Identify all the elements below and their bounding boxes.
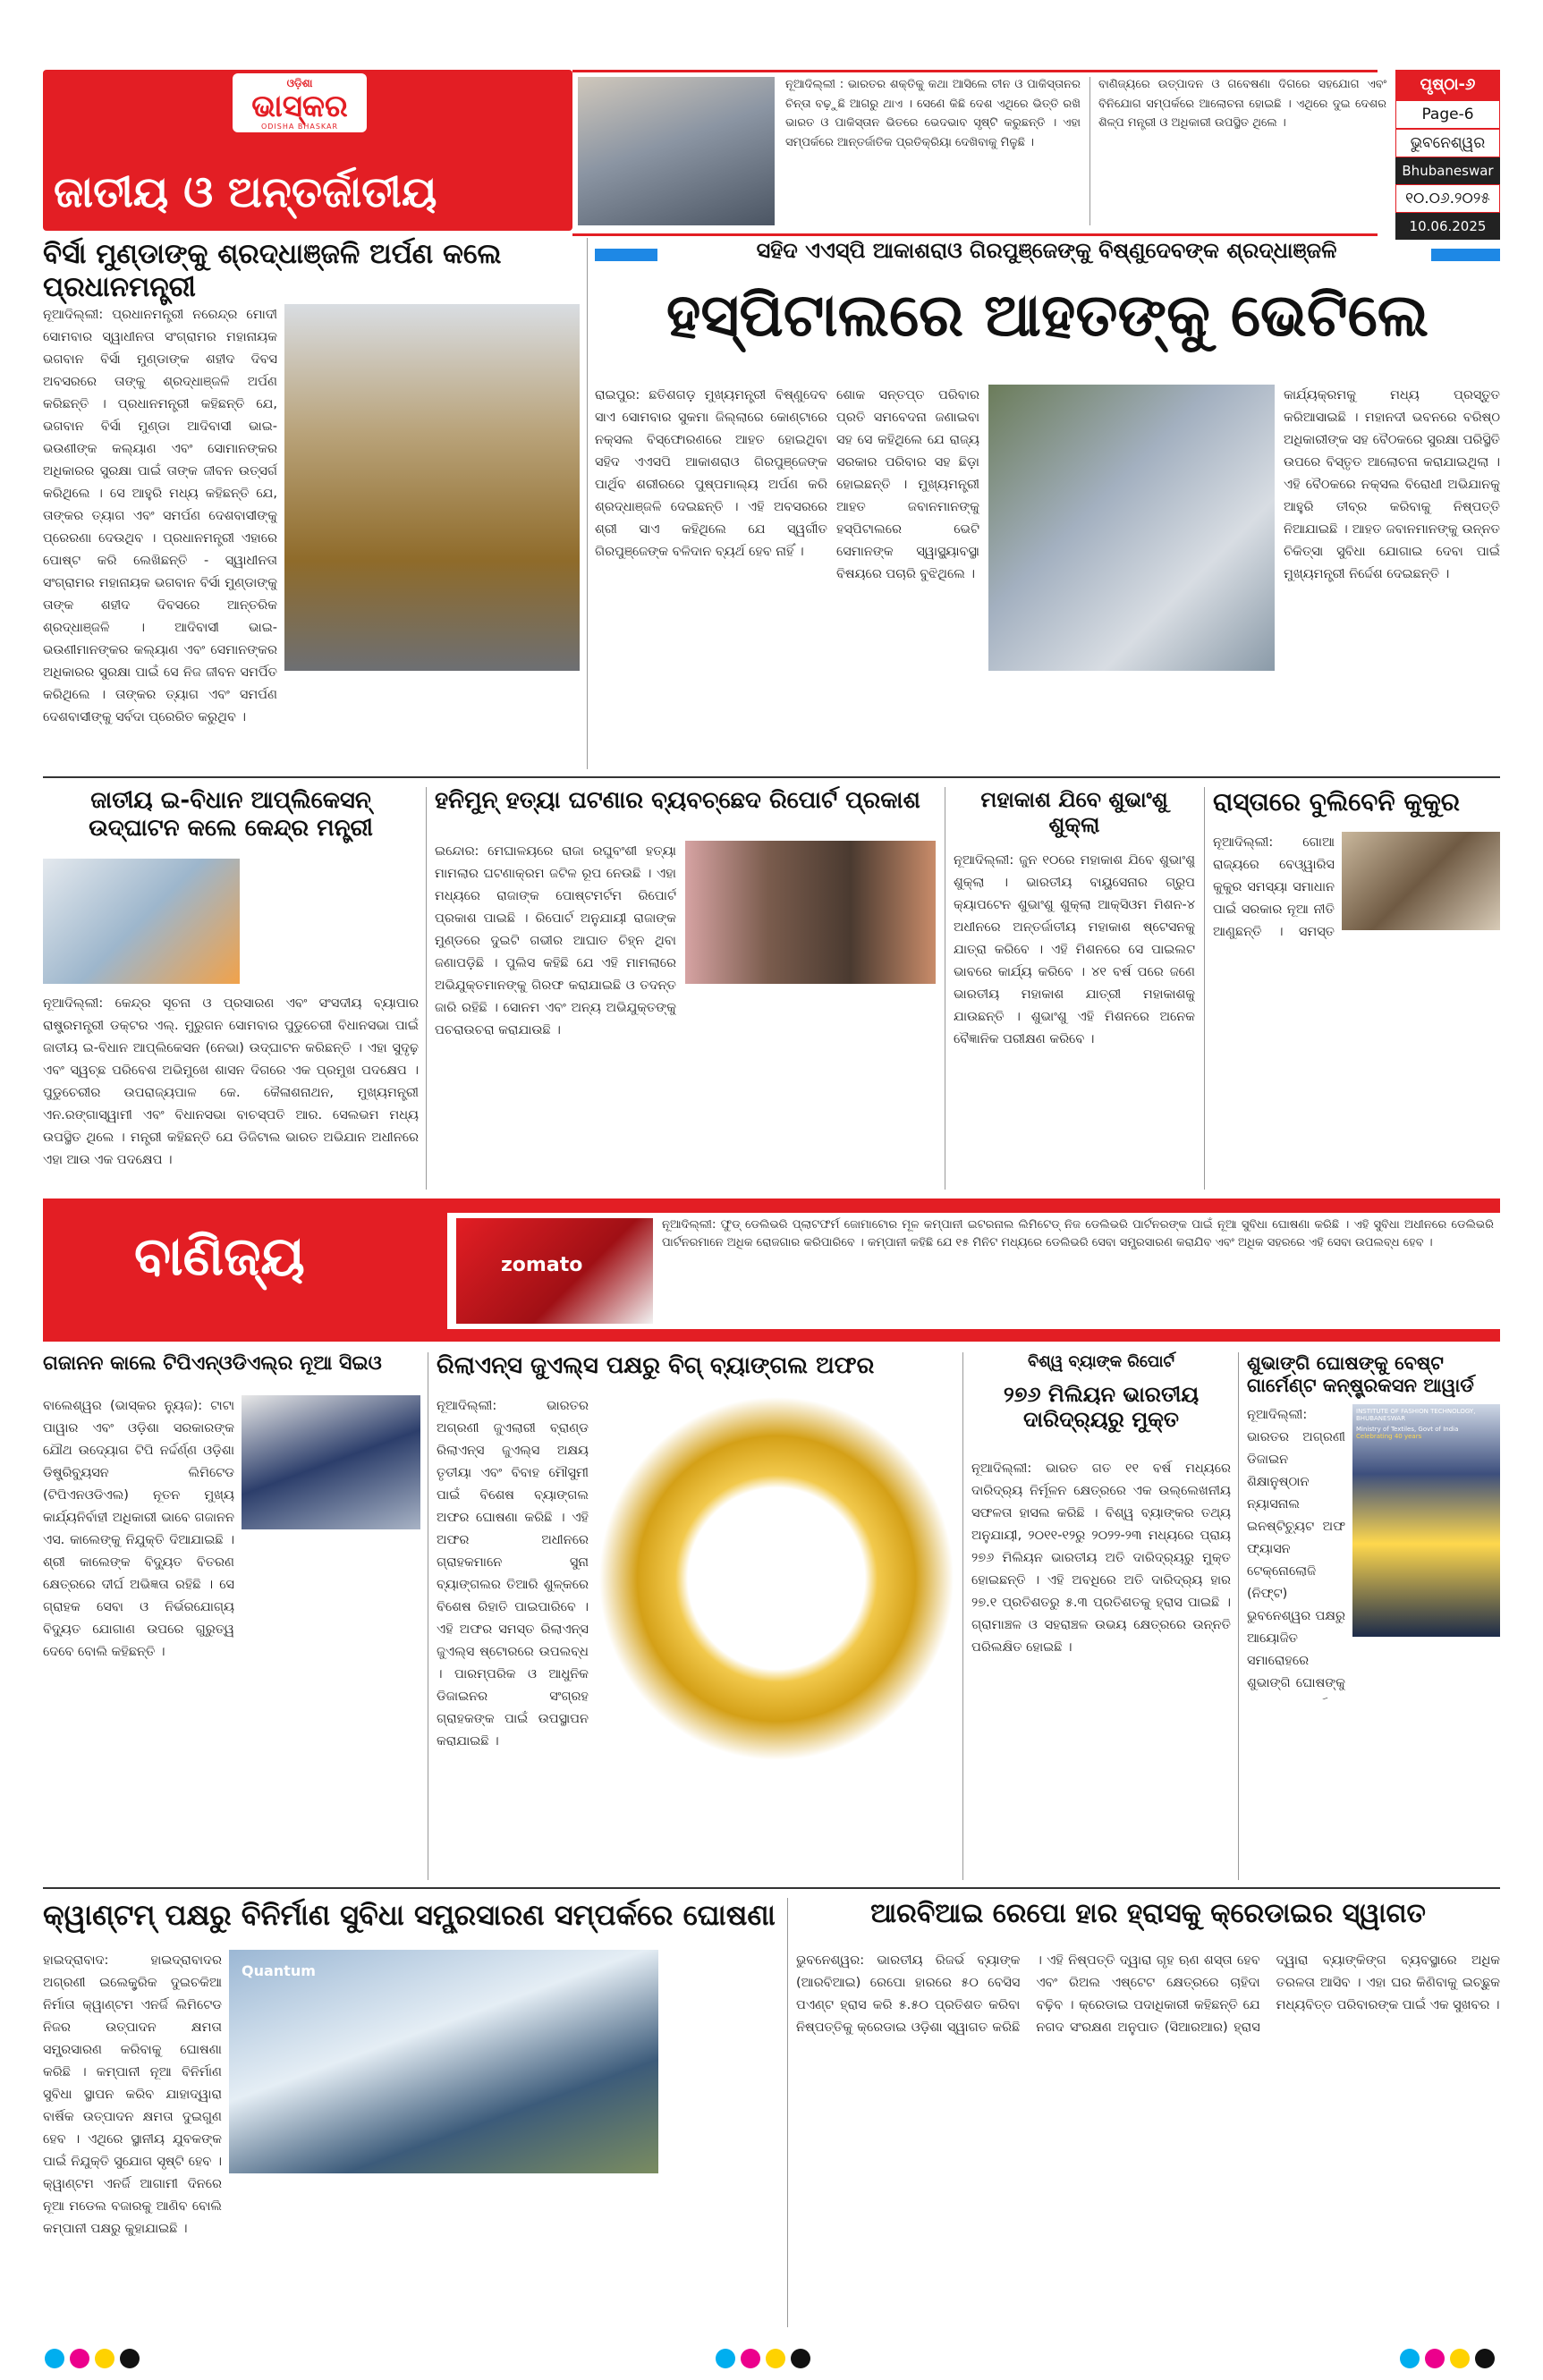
magenta-dot-icon (1425, 2349, 1445, 2368)
lead-right-kicker: ସହିଦ ଏଏସ୍‌ପି ଆକାଶରାଓ ଗିରପୁଞ୍ଜେଙ୍କୁ ବିଷ୍ଣୁଦେବଙ୍କ ଶ୍ରଦ୍ଧାଞ୍ଜଳି (756, 238, 1337, 263)
lead-right-headline: ହସ୍ପିଟାଲରେ ଆହତଙ୍କୁ ଭେଟିଲେ (666, 281, 1429, 350)
hospital-visit-photo (988, 385, 1275, 671)
section-rule (43, 1887, 1500, 1889)
commerce-section-title: ବାଣିଜ୍ୟ (134, 1225, 305, 1288)
ceo-portrait (242, 1395, 420, 1529)
lower-2-body: ନୂଆଦିଲ୍ଲୀ: ଭାରତର ଅଗ୍ରଣୀ ଜୁଏଲାରୀ ବ୍ରାଣ୍ଡ ରିଲାଏନ୍ସ ଜୁଏଲ୍ସ ଅକ୍ଷୟ ତୃତୀୟା ଏବଂ ବିବାହ ମୌସୁମୀ ପାଇଁ ବିଶେଷ ବ୍ୟାଙ୍ଗଲ ଅଫର ଘୋଷଣା କରିଛି । ଏହି ଅଫର ଅଧୀନରେ ଗ୍ରାହକମାନେ ସୁନା ବ୍ୟାଙ୍ଗଲର ତିଆରି ଶୁଳ୍କରେ ବିଶେଷ ରିହାତି ପାଇପାରିବେ । ଏହି ଅଫର ସମସ୍ତ ରିଲାଏନ୍ସ ଜୁଏଲ୍ସ ଷ୍ଟୋରରେ ଉପଲବ୍ଧ । ପାରମ୍ପରିକ ଓ ଆଧୁନିକ ଡିଜାଇନର ସଂଗ୍ରହ ଗ୍ରାହକଙ୍କ ପାଇଁ ଉପସ୍ଥାପନ କରାଯାଇଛି । (437, 1399, 589, 1749)
logo-sub: ODISHA BHASKAR (260, 123, 339, 131)
quantum-logo: Quantum (242, 1962, 316, 1979)
registration-dots-left (45, 2349, 145, 2368)
bottom-2-body: ଭୁବନେଶ୍ୱର: ଭାରତୀୟ ରିଜର୍ଭ ବ୍ୟାଙ୍କ (ଆରବିଆଇ) ରେପୋ ହାରରେ ୫୦ ବେସିସ ପଏଣ୍ଟ ହ୍ରାସ କରି ୫.୫୦ ପ୍ରତିଶତ କରିବା ନିଷ୍ପତ୍ତିକୁ କ୍ରେଡାଇ ଓଡ଼ିଶା ସ୍ୱାଗତ କରିଛି । ଏହି ନିଷ୍ପତ୍ତି ଦ୍ୱାରା ଗୃହ ଋଣ ଶସ୍ତା ହେବ ଏବଂ ରିଅଲ ଏଷ୍ଟେଟ କ୍ଷେତ୍ରରେ ଚାହିଦା ବଢ଼ିବ । କ୍ରେଡାଇ ପଦାଧିକାରୀ କହିଛନ୍ତି ଯେ ନଗଦ ସଂରକ୍ଷଣ ଅନୁପାତ (ସିଆରଆର) ହ୍ରାସ ଦ୍ୱାରା ବ୍ୟାଙ୍କିଙ୍ଗ ବ୍ୟବସ୍ଥାରେ ଅଧିକ ତରଳତା ଆସିବ । ଏହା ଘର କିଣିବାକୁ ଇଚ୍ଛୁକ ମଧ୍ୟବିତ୍ତ ପରିବାରଙ୍କ ପାଇଁ ଏକ ସୁଖବର । (796, 1953, 1500, 2035)
lower-4-body: ନୂଆଦିଲ୍ଲୀ: ଭାରତର ଅଗ୍ରଣୀ ଡିଜାଇନ ଶିକ୍ଷାନୁଷ୍ଠାନ ନ୍ୟାସନାଲ ଇନଷ୍ଟିଚ୍ୟୁଟ ଅଫ ଫ୍ୟାସନ ଟେକ୍ନୋଲୋଜି (ନିଫ୍ଟ) ଭୁବନେଶ୍ୱର ପକ୍ଷରୁ ଆୟୋଜିତ ସମାରୋହରେ ଶୁଭାଙ୍ଗି ଘୋଷଙ୍କୁ (1247, 1408, 1345, 1690)
award-banner-badge: Celebrating 40 years (1356, 1433, 1422, 1440)
mid-1-headline: ଜାତୀୟ ଇ-ବିଧାନ ଆପ୍ଲିକେସନ୍ ଉଦ୍‌ଘାଟନ କଲେ କେନ୍ଦ୍ର ମନ୍ତ୍ରୀ (89, 787, 373, 842)
page-number-or: ପୃଷ୍ଠା-୬ (1395, 70, 1500, 100)
yellow-dot-icon (95, 2349, 114, 2368)
newspaper-logo (233, 73, 367, 132)
bottom-1-headline: କ୍ୱାଣ୍ଟମ୍ ପକ୍ଷରୁ ବିନିର୍ମାଣ ସୁବିଧା ସମ୍ପ୍ରସାରଣ ସମ୍ପର୍କରେ ଘୋଷଣା (43, 1898, 776, 1932)
zomato-rider-photo (456, 1218, 653, 1324)
section-rule (43, 776, 1500, 778)
top-strip-text-right: ବାଣିଜ୍ୟରେ ଉତ୍ପାଦନ ଓ ଗବେଷଣା ଦିଗରେ ସହଯୋଗ ଏବଂ ବିନିଯୋଗ ସମ୍ପର୍କରେ ଆଲୋଚନା ହୋଇଛି । ଏଥିରେ ଦୁଇ ଦେଶର ଶିଳ୍ପ ମନ୍ତ୍ରୀ ଓ ଅଧିକାରୀ ଉପସ୍ଥିତ ଥିଲେ । (1098, 78, 1386, 130)
lead-right-body-c: କାର୍ଯ୍ୟକ୍ରମକୁ ମଧ୍ୟ ପ୍ରସ୍ତୁତ କରିଆସାଇଛି । ମହାନଦୀ ଭବନରେ ବରିଷ୍ଠ ଅଧିକାରୀଙ୍କ ସହ ବୈଠକରେ ସୁରକ୍ଷା ପରିସ୍ଥିତି ଉପରେ ବିସ୍ତୃତ ଆଲୋଚନା କରାଯାଇଥିଲା । ଏହି ବୈଠକରେ ନକ୍ସଲ ବିରୋଧୀ ଅଭିଯାନକୁ ଆହୁରି ତୀବ୍ର କରିବାକୁ ନିଷ୍ପତ୍ତି ନିଆଯାଇଛି । ଆହତ ଜବାନମାନଙ୍କୁ ଉନ୍ନତ ଚିକିତ୍ସା ସୁବିଧା ଯୋଗାଇ ଦେବା ପାଇଁ ମୁଖ୍ୟମନ୍ତ୍ରୀ ନିର୍ଦ୍ଦେଶ ଦେଇଛନ୍ତି । (1284, 388, 1500, 581)
honeymoon-case-photo (685, 841, 936, 984)
delegation-photo (578, 77, 775, 225)
stray-dogs-photo (1342, 832, 1500, 930)
award-banner-line1: INSTITUTE OF FASHION TECHNOLOGY, BHUBANESWAR (1356, 1408, 1476, 1422)
bottom-1-body: ହାଇଦ୍ରାବାଦ: ହାଇଦ୍ରାବାଦର ଅଗ୍ରଣୀ ଇଲେକ୍ଟ୍ରିକ ଦୁଇଚକିଆ ନିର୍ମାତା କ୍ୱାଣ୍ଟମ ଏନର୍ଜି ଲିମିଟେଡ ନିଜର ଉତ୍ପାଦନ କ୍ଷମତା ସମ୍ପ୍ରସାରଣ କରିବାକୁ ଘୋଷଣା କରିଛି । କମ୍ପାନୀ ନୂଆ ବିନିର୍ମାଣ ସୁବିଧା ସ୍ଥାପନ କରିବ ଯାହାଦ୍ୱାରା ବାର୍ଷିକ ଉତ୍ପାଦନ କ୍ଷମତା ଦୁଇଗୁଣ ହେବ । ଏଥିରେ ସ୍ଥାନୀୟ ଯୁବକଙ୍କ ପାଇଁ ନିଯୁକ୍ତି ସୁଯୋଗ ସୃଷ୍ଟି ହେବ । କ୍ୱାଣ୍ଟମ ଏନର୍ଜି ଆଗାମୀ ଦିନରେ ନୂଆ ମଡେଲ ବଜାରକୁ ଆଣିବ ବୋଲି କମ୍ପାନୀ ପକ୍ଷରୁ କୁହାଯାଇଛି । (43, 1953, 222, 2236)
lower-2-headline: ରିଲାଏନ୍ସ ଜୁଏଲ୍ସ ପକ୍ଷରୁ ବିଗ୍ ବ୍ୟାଙ୍ଗଲ ଅଫର (437, 1352, 875, 1379)
logo-edition: ଓଡ଼ିଶା (286, 77, 313, 89)
black-dot-icon (1475, 2349, 1495, 2368)
lead-right-body-a: ରାଇପୁର: ଛତିଶଗଡ଼ ମୁଖ୍ୟମନ୍ତ୍ରୀ ବିଷ୍ଣୁଦେବ ସାଏ ସୋମବାର ସୁକମା ଜିଲ୍ଲାରେ କୋଣ୍ଟାରେ ନକ୍ସଲ ବିସ୍ଫୋରଣରେ ଆହତ ହୋଇଥିବା ସହିଦ ଏଏସପି ଆକାଶରାଓ ଗିରପୁଞ୍ଜେଙ୍କ ପାର୍ଥିବ ଶରୀରରେ ପୁଷ୍ପମାଲ୍ୟ ଅର୍ପଣ କରି ଶ୍ରଦ୍ଧାଞ୍ଜଳି ଦେଇଛନ୍ତି । ଏହି ଅବସରରେ ଶ୍ରୀ ସାଏ କହିଥିଲେ ଯେ ସ୍ୱର୍ଗୀତ ଗିରପୁଞ୍ଜେଙ୍କ ବଳିଦାନ ବ୍ୟର୍ଥ ହେବ ନାହିଁ । (595, 388, 827, 559)
birsa-munda-statue-photo (284, 304, 580, 671)
mid-2-headline: ହନିମୁନ୍ ହତ୍ୟା ଘଟଣାର ବ୍ୟବଚ୍ଛେଦ ରିପୋର୍ଟ ପ୍ରକାଶ (435, 787, 920, 814)
mid-4-body-top: ନୂଆଦିଲ୍ଲୀ: ଗୋଆ ରାଜ୍ୟରେ ବେଓ୍ୱାରିସ କୁକୁର ସମସ୍ୟା ସମାଧାନ ପାଇଁ ସରକାର ନୂଆ ନୀତି ଆଣୁଛନ୍ତି । ସମସ୍ତ (1213, 835, 1335, 939)
mid-3-body: ନୂଆଦିଲ୍ଲୀ: ଜୁନ ୧୦ରେ ମହାକାଶ ଯିବେ ଶୁଭାଂଶୁ ଶୁକ୍ଲା । ଭାରତୀୟ ବାୟୁସେନାର ଗ୍ରୁପ କ୍ୟାପଟେନ ଶୁଭାଂଶୁ ଶୁକ୍ଲା ଆକ୍ସିଓମ ମିଶନ-୪ ଅଧୀନରେ ଅନ୍ତର୍ଜାତୀୟ ମହାକାଶ ଷ୍ଟେସନକୁ ଯାତ୍ରା କରିବେ । ଏହି ମିଶନରେ ସେ ପାଇଲଟ ଭାବରେ କାର୍ଯ୍ୟ କରିବେ । ୪୧ ବର୍ଷ ପରେ ଜଣେ ଭାରତୀୟ ମହାକାଶ ଯାତ୍ରୀ ମହାକାଶକୁ ଯାଉଛନ୍ତି । ଶୁଭାଂଶୁ ଏହି ମିଶନରେ ଅନେକ ବୈଜ୍ଞାନିକ ପରୀକ୍ଷଣ କରିବେ । (954, 853, 1195, 1046)
logo-name: ଭାସ୍କର (251, 89, 348, 124)
section-title: ଜାତୀୟ ଓ ଅନ୍ତର୍ଜାତୀୟ (54, 167, 437, 217)
divider (1238, 1352, 1239, 1880)
quantum-factory-photo (229, 1950, 658, 2173)
cyan-dot-icon (716, 2349, 735, 2368)
yellow-dot-icon (1450, 2349, 1470, 2368)
city-or: ଭୁବନେଶ୍ୱର (1395, 129, 1500, 157)
lead-left-body: ନୂଆଦିଲ୍ଲୀ: ପ୍ରଧାନମନ୍ତ୍ରୀ ନରେନ୍ଦ୍ର ମୋଦୀ ସୋମବାର ସ୍ୱାଧୀନତା ସଂଗ୍ରାମର ମହାନାୟକ ଭଗବାନ ବିର୍ସା ମୁଣ୍ଡାଙ୍କ ଶହୀଦ ଦିବସ ଅବସରରେ ତାଙ୍କୁ ଶ୍ରଦ୍ଧାଞ୍ଜଳି ଅର୍ପଣ କରିଛନ୍ତି । ପ୍ରଧାନମନ୍ତ୍ରୀ କହିଛନ୍ତି ଯେ, ଭଗବାନ ବିର୍ସା ମୁଣ୍ଡା ଆଦିବାସୀ ଭାଇ-ଭଉଣୀଙ୍କ କଲ୍ୟାଣ ଏବଂ ସୋମାନଙ୍କର ଅଧିକାରର ସୁରକ୍ଷା ପାଇଁ ତାଙ୍କ ଜୀବନ ଉତ୍ସର୍ଗ କରିଥିଲେ । ସେ ଆହୁରି ମଧ୍ୟ କହିଛନ୍ତି ଯେ, ତାଙ୍କର ତ୍ୟାଗ ଏବଂ ସମର୍ପଣ ଦେଶବାସୀଙ୍କୁ ପ୍ରେରଣା ଦେଉଥିବ । ପ୍ରଧାନମନ୍ତ୍ରୀ ଏହାରେ ପୋଷ୍ଟ କରି ଲେଖିଛନ୍ତି - ସ୍ୱାଧୀନତା ସଂଗ୍ରାମର ମହାନାୟକ ଭଗବାନ ବିର୍ସା ମୁଣ୍ଡାଙ୍କୁ ତାଙ୍କ ଶହୀଦ ଦିବସରେ ଆନ୍ତରିକ ଶ୍ରଦ୍ଧାଞ୍ଜଳି । ଆଦିବାସୀ ଭାଇ-ଭଉଣୀମାନଙ୍କର କଲ୍ୟାଣ ଏବଂ ସେମାନଙ୍କର ଅଧିକାରର ସୁରକ୍ଷା ପାଇଁ ସେ ନିଜ ଜୀବନ ସମର୍ପିତ କରିଥିଲେ । ତାଙ୍କର ତ୍ୟାଗ ଏବଂ ସମର୍ପଣ ଦେଶବାସୀଙ୍କୁ ସର୍ବଦା ପ୍ରେରିତ କରୁଥିବ । (43, 308, 277, 724)
divider (1204, 787, 1205, 1190)
mid-1-body: ନୂଆଦିଲ୍ଲୀ: କେନ୍ଦ୍ର ସୂଚନା ଓ ପ୍ରସାରଣ ଏବଂ ସଂସଦୀୟ ବ୍ୟାପାର ରାଷ୍ଟ୍ରମନ୍ତ୍ରୀ ଡକ୍ଟର ଏଲ୍. ମୁରୁଗନ ସୋମବାର ପୁଡୁଚେରୀ ବିଧାନସଭା ପାଇଁ ଜାତୀୟ ଇ-ବିଧାନ ଆପ୍ଲିକେସନ (ନେଭା) ଉଦ୍‌ଘାଟନ କରିଛନ୍ତି । ଏହା ସୁଦୃଢ଼ ଏବଂ ସ୍ୱଚ୍ଛ ପରିବେଶ ଅଭିମୁଖେ ଶାସନ ଦିଗରେ ଏକ ପ୍ରମୁଖ ପଦକ୍ଷେପ । ପୁଡୁଚେରୀର ଉପରାଜ୍ୟପାଳ କେ. କୈଳାଶନାଥନ, ମୁଖ୍ୟମନ୍ତ୍ରୀ ଏନ.ରଙ୍ଗାସ୍ୱାମୀ ଏବଂ ବିଧାନସଭା ବାଚସ୍ପତି ଆର. ସେଲଭମ ମଧ୍ୟ ଉପସ୍ଥିତ ଥିଲେ । ମନ୍ତ୍ରୀ କହିଛନ୍ତି ଯେ ଡିଜିଟାଲ ଭାରତ ଅଭିଯାନ ଅଧୀନରେ ଏହା ଆଉ ଏକ ପଦକ୍ଷେପ । (43, 996, 419, 1167)
registration-dots-right (1400, 2349, 1500, 2368)
lower-1-body: ବାଲେଶ୍ୱର (ଭାସ୍କର ନ୍ୟୁଜ): ଟାଟା ପାୱାର ଏବଂ ଓଡ଼ିଶା ସରକାରଙ୍କ ଯୌଥ ଉଦ୍ୟୋଗ ଟିପି ନର୍ଦ୍ଦର୍ଣ୍ଣ ଓଡ଼ିଶା ଡିଷ୍ଟ୍ରିବ୍ୟୁସନ ଲିମିଟେଡ (ଟିପିଏନଓଡିଏଲ) ନୂତନ ମୁଖ୍ୟ କାର୍ଯ୍ୟନିର୍ବାହୀ ଅଧିକାରୀ ଭାବେ ଗଜାନନ ଏସ. କାଲେଙ୍କୁ ନିଯୁକ୍ତି ଦିଆଯାଇଛି । ଶ୍ରୀ କାଲେଙ୍କ ବିଦ୍ୟୁତ ବିତରଣ କ୍ଷେତ୍ରରେ ଦୀର୍ଘ ଅଭିଜ୍ଞତା ରହିଛି । ସେ ଗ୍ରାହକ ସେବା ଓ ନିର୍ଭରଯୋଗ୍ୟ ବିଦ୍ୟୁତ ଯୋଗାଣ ଉପରେ ଗୁରୁତ୍ୱ ଦେବେ ବୋଲି କହିଛନ୍ତି । (43, 1399, 234, 1659)
cyan-dot-icon (45, 2349, 64, 2368)
kicker-bar-left (595, 249, 657, 261)
black-dot-icon (791, 2349, 810, 2368)
e-vidhan-launch-photo (43, 859, 240, 984)
divider (962, 1352, 963, 1880)
lead-right-body-b: ଶୋକ ସନ୍ତପ୍ତ ପରିବାର ପ୍ରତି ସମବେଦନା ଜଣାଇବା ସହ ସେ କହିଥିଲେ ଯେ ରାଜ୍ୟ ସରକାର ପରିବାର ସହ ଛିଡ଼ା ହୋଇଛନ୍ତି । ମୁଖ୍ୟମନ୍ତ୍ରୀ ଆହତ ଜବାନମାନଙ୍କୁ ହସ୍ପିଟାଲରେ ଭେଟି ସେମାନଙ୍କ ସ୍ୱାସ୍ଥ୍ୟାବସ୍ଥା ବିଷୟରେ ପଚାରି ବୁଝିଥିଲେ । (836, 388, 979, 581)
black-dot-icon (120, 2349, 140, 2368)
cyan-dot-icon (1400, 2349, 1420, 2368)
page-info-box (1395, 70, 1500, 234)
bottom-2-headline: ଆରବିଆଇ ରେପୋ ହାର ହ୍ରାସକୁ କ୍ରେଡାଇର ସ୍ୱାଗତ (870, 1898, 1426, 1929)
award-ceremony-photo (1352, 1404, 1500, 1637)
mid-2-body: ଇନ୍ଦୋର: ମେଘାଳୟରେ ରାଜା ରଘୁବଂଶୀ ହତ୍ୟା ମାମଲାର ଘଟଣାକ୍ରମ ଜଟିଳ ରୂପ ନେଉଛି । ଏହା ମଧ୍ୟରେ ରାଜାଙ୍କ ପୋଷ୍ଟମର୍ଟମ ରିପୋର୍ଟ ପ୍ରକାଶ ପାଇଛି । ରିପୋର୍ଟ ଅନୁଯାୟୀ ରାଜାଙ୍କ ମୁଣ୍ଡରେ ଦୁଇଟି ଗଭୀର ଆଘାତ ଚିହ୍ନ ଥିବା ଜଣାପଡ଼ିଛି । ପୁଲିସ କହିଛି ଯେ ଏହି ମାମଲାରେ ଅଭିଯୁକ୍ତମାନଙ୍କୁ ଗିରଫ କରାଯାଇଛି ଓ ତଦନ୍ତ ଜାରି ରହିଛି । ସୋନମ ଏବଂ ଅନ୍ୟ ଅଭିଯୁକ୍ତଙ୍କୁ ପଚରାଉଚରା କରାଯାଉଛି । (435, 844, 676, 1038)
date-or: ୧୦.୦୬.୨୦୨୫ (1395, 184, 1500, 213)
divider (1089, 77, 1090, 225)
divider (787, 1898, 788, 2327)
magenta-dot-icon (741, 2349, 760, 2368)
lower-4-headline: ଶୁଭାଙ୍ଗି ଘୋଷଙ୍କୁ ବେଷ୍ଟ ଗାର୍ମେଣ୍ଟ କନ୍‌ଷ୍ଟ୍ରକସନ ଆୱାର୍ଡ (1247, 1352, 1474, 1396)
date-en: 10.06.2025 (1395, 213, 1500, 240)
city-en: Bhubaneswar (1395, 157, 1500, 184)
zomato-label: zomato (501, 1254, 583, 1276)
lower-3-kicker: ବିଶ୍ୱ ବ୍ୟାଙ୍କ ରିପୋର୍ଟ (1028, 1352, 1174, 1371)
kicker-bar-right (1431, 249, 1500, 261)
award-banner-line2: Ministry of Textiles, Govt of India (1356, 1426, 1459, 1433)
gold-bangle-photo (598, 1395, 955, 1762)
divider (426, 787, 427, 1190)
lower-1-headline: ଗଜାନନ କାଲେ ଟିପିଏନ୍‌ଓଡିଏଲ୍‌ର ନୂଆ ସିଇଓ (43, 1352, 382, 1375)
magenta-dot-icon (70, 2349, 89, 2368)
lower-3-body: ନୂଆଦିଲ୍ଲୀ: ଭାରତ ଗତ ୧୧ ବର୍ଷ ମଧ୍ୟରେ ଦାରିଦ୍ର୍ୟ ନିର୍ମୂଳନ କ୍ଷେତ୍ରରେ ଏକ ଉଲ୍ଲେଖନୀୟ ସଫଳତା ହାସଲ କରିଛି । ବିଶ୍ୱ ବ୍ୟାଙ୍କର ତଥ୍ୟ ଅନୁଯାୟୀ, ୨୦୧୧-୧୨ରୁ ୨୦୨୨-୨୩ ମଧ୍ୟରେ ପ୍ରାୟ ୨୭୬ ମିଲିୟନ ଭାରତୀୟ ଅତି ଦାରିଦ୍ର୍ୟରୁ ମୁକ୍ତ ହୋଇଛନ୍ତି । ଏହି ଅବଧିରେ ଅତି ଦାରିଦ୍ର୍ୟ ହାର ୨୭.୧ ପ୍ରତିଶତରୁ ୫.୩ ପ୍ରତିଶତକୁ ହ୍ରାସ ପାଇଛି । ଗ୍ରାମାଞ୍ଚଳ ଓ ସହରାଞ୍ଚଳ ଉଭୟ କ୍ଷେତ୍ରରେ ଉନ୍ନତି ପରିଲକ୍ଷିତ ହୋଇଛି । (971, 1461, 1231, 1655)
page-number-en: Page-6 (1395, 100, 1500, 129)
yellow-dot-icon (766, 2349, 785, 2368)
registration-dots-center (716, 2349, 816, 2368)
divider (587, 238, 588, 769)
mid-3-headline: ମହାକାଶ ଯିବେ ଶୁଭାଂଶୁ ଶୁକ୍ଲା (980, 787, 1168, 837)
top-strip-text-left: ନୂଆଦିଲ୍ଲୀ : ଭାରତର ଶକ୍ତିକୁ କଥା ଆସିଲେ ଚୀନ ଓ ପାକିସ୍ତାନର ଚିନ୍ତା ବଢ଼ୁଛି ଆଗରୁ ଥାଏ । ସେଣେ କିଛି ଦେଶ ଏଥିରେ ଭିତ୍ତି ରଖି ଭାରତ ଓ ପାକିସ୍ତାନ ଭିତରେ ଭେଦଭାବ ସୃଷ୍ଟି କରୁଛନ୍ତି । ଏହା ସମ୍ପର୍କରେ ଆନ୍ତର୍ଜାତିକ ପ୍ରତିକ୍ରିୟା ଦେଖିବାକୁ ମିଳୁଛି । (785, 78, 1081, 149)
lead-left-headline: ବିର୍ସା ମୁଣ୍ଡାଙ୍କୁ ଶ୍ରଦ୍ଧାଞ୍ଜଳି ଅର୍ପଣ କଲେ ପ୍ରଧାନମନ୍ତ୍ରୀ (43, 238, 502, 303)
commerce-band-text: ନୂଆଦିଲ୍ଲୀ: ଫୁଡ୍ ଡେଲିଭରି ପ୍ଲାଟଫର୍ମ ଜୋମାଟୋର ମୂଳ କମ୍ପାନୀ ଇଟରନାଲ ଲିମିଟେଡ୍ ନିଜ ଡେଲିଭରି ପାର୍ଟନରଙ୍କ ପାଇଁ ନୂଆ ସୁବିଧା ଘୋଷଣା କରିଛି । ଏହି ସୁବିଧା ଅଧୀନରେ ଡେଲିଭରି ପାର୍ଟନରମାନେ ଅଧିକ ରୋଜଗାର କରିପାରିବେ । କମ୍ପାନୀ କହିଛି ଯେ ୧୫ ମିନିଟ ମଧ୍ୟରେ ଡେଲିଭରି ସେବା ସମ୍ପ୍ରସାରଣ କରାଯିବ ଏବଂ ଅଧିକ ସହରରେ ଏହି ସେବା ଉପଲବ୍ଧ ହେବ । (662, 1218, 1494, 1249)
lower-3-headline: ୨୭୬ ମିଲିୟନ ଭାରତୀୟ ଦାରିଦ୍ର୍ୟରୁ ମୁକ୍ତ (1003, 1382, 1200, 1432)
mid-4-headline: ରାସ୍ତାରେ ବୁଲିବେନି କୁକୁର (1213, 787, 1461, 817)
